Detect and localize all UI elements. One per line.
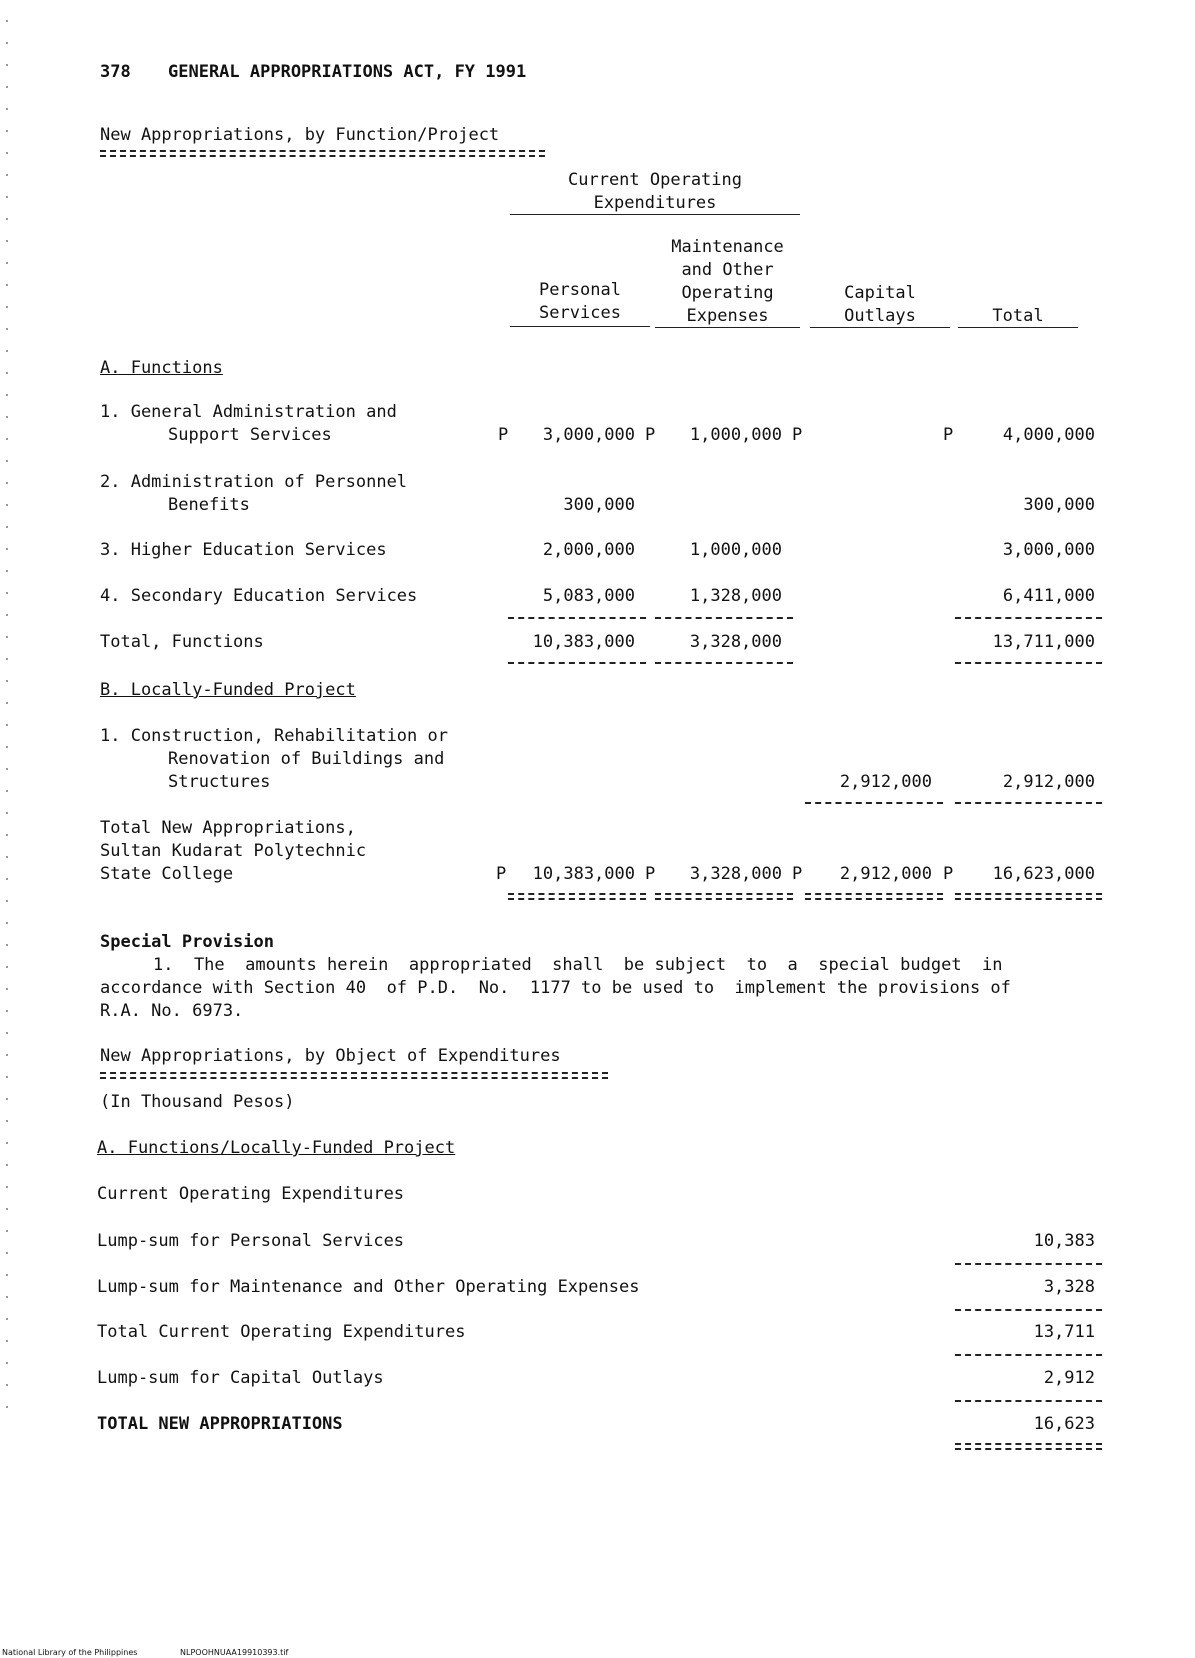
object-rule: [955, 1400, 1102, 1402]
col-total: Total: [992, 306, 1044, 326]
currency-symbol: P: [792, 864, 803, 884]
col-group-line1: Current Operating: [568, 170, 742, 190]
section2-subheading: Current Operating Expenditures: [97, 1184, 405, 1204]
object-rule: [955, 1263, 1102, 1265]
subtotal-rule: [508, 617, 646, 619]
col-group-underline: [510, 214, 800, 215]
function-row-1-total: 4,000,000: [1002, 425, 1095, 445]
project-rule: [955, 802, 1102, 804]
grand-total-double-rule: [655, 893, 793, 900]
grand-total-label3: State College: [100, 864, 234, 884]
col-capital-underline: [810, 327, 950, 328]
object-row-label: TOTAL NEW APPROPRIATIONS: [97, 1414, 343, 1434]
col-mooe-4: Expenses: [686, 306, 769, 326]
function-row-2-label1: 2. Administration of Personnel: [100, 472, 408, 492]
currency-symbol: P: [498, 425, 509, 445]
function-row-3-mooe: 1,000,000: [689, 540, 782, 560]
object-row-value: 2,912: [1043, 1368, 1095, 1388]
col-personal-1: Personal: [539, 280, 621, 300]
section2-heading: A. Functions/Locally-Funded Project: [97, 1138, 456, 1158]
col-mooe-3: Operating: [681, 283, 774, 303]
section2-unit: (In Thousand Pesos): [100, 1092, 295, 1112]
section1-title-underline: [100, 150, 545, 157]
col-mooe-1: Maintenance: [671, 237, 784, 257]
section1-title: New Appropriations, by Function/Project: [100, 125, 500, 145]
total-rule: [508, 662, 646, 664]
total-rule: [955, 662, 1102, 664]
function-row-4-label1: 4. Secondary Education Services: [100, 586, 418, 606]
functions-total-personal: 10,383,000: [532, 632, 635, 652]
grand-total-capital: 2,912,000: [839, 864, 932, 884]
function-row-3-personal: 2,000,000: [542, 540, 635, 560]
margin-scan-marks: [6, 20, 8, 1420]
function-row-3-total: 3,000,000: [1002, 540, 1095, 560]
special-provision-line3: R.A. No. 6973.: [100, 1001, 244, 1021]
project-label3: Structures: [168, 772, 271, 792]
col-capital-2: Outlays: [844, 306, 916, 326]
currency-symbol: P: [943, 425, 954, 445]
functions-total-label: Total, Functions: [100, 632, 264, 652]
act-title: GENERAL APPROPRIATIONS ACT, FY 1991: [168, 62, 527, 82]
currency-symbol: P: [645, 425, 656, 445]
project-capital: 2,912,000: [839, 772, 932, 792]
grand-total-mooe: 3,328,000: [689, 864, 782, 884]
functions-total-total: 13,711,000: [992, 632, 1095, 652]
subtotal-rule: [655, 617, 793, 619]
functions-total-mooe: 3,328,000: [689, 632, 782, 652]
grand-total-label1: Total New Appropriations,: [100, 818, 356, 838]
function-row-1-mooe: 1,000,000: [689, 425, 782, 445]
object-row-label: Total Current Operating Expenditures: [97, 1322, 466, 1342]
object-row-value: 10,383: [1033, 1231, 1095, 1251]
currency-symbol: P: [943, 864, 954, 884]
object-double-rule: [955, 1443, 1102, 1450]
col-personal-underline: [510, 326, 650, 327]
subtotal-rule: [955, 617, 1102, 619]
special-provision-heading: Special Provision: [100, 932, 274, 952]
function-row-4-mooe: 1,328,000: [689, 586, 782, 606]
footer-filename: NLPOOHNUAA19910393.tif: [180, 1648, 289, 1657]
object-rule: [955, 1309, 1102, 1311]
object-row-label: Lump-sum for Personal Services: [97, 1231, 405, 1251]
object-row-value: 16,623: [1033, 1414, 1095, 1434]
grand-total-personal: 10,383,000: [532, 864, 635, 884]
col-mooe-underline: [655, 327, 800, 328]
object-row-value: 3,328: [1043, 1277, 1095, 1297]
col-capital-1: Capital: [844, 283, 916, 303]
function-row-1-label2: Support Services: [168, 425, 332, 445]
function-row-1-personal: 3,000,000: [542, 425, 635, 445]
footer-library: National Library of the Philippines: [2, 1648, 138, 1657]
section2-title: New Appropriations, by Object of Expenditures: [100, 1046, 561, 1066]
function-row-2-label2: Benefits: [168, 495, 250, 515]
grand-total-double-rule: [508, 893, 646, 900]
functions-heading: A. Functions: [100, 358, 223, 378]
col-mooe-2: and Other: [681, 260, 774, 280]
total-rule: [655, 662, 793, 664]
special-provision-line1: 1. The amounts herein appropriated shall be subject to a special budget in: [153, 955, 1003, 975]
col-total-underline: [958, 327, 1078, 328]
function-row-2-personal: 300,000: [563, 495, 635, 515]
object-row-label: Lump-sum for Capital Outlays: [97, 1368, 384, 1388]
project-rule: [805, 802, 943, 804]
project-total: 2,912,000: [1002, 772, 1095, 792]
grand-total-total: 16,623,000: [992, 864, 1095, 884]
function-row-4-total: 6,411,000: [1002, 586, 1095, 606]
project-label2: Renovation of Buildings and: [168, 749, 445, 769]
currency-symbol: P: [645, 864, 656, 884]
currency-symbol: P: [496, 864, 507, 884]
grand-total-double-rule: [805, 893, 943, 900]
function-row-1-label1: 1. General Administration and: [100, 402, 397, 422]
grand-total-double-rule: [955, 893, 1102, 900]
col-group-line2: Expenditures: [593, 193, 717, 213]
special-provision-line2: accordance with Section 40 of P.D. No. 1177 to be used to implement the provisions of: [100, 978, 1011, 998]
function-row-4-personal: 5,083,000: [542, 586, 635, 606]
project-heading: B. Locally-Funded Project: [100, 680, 356, 700]
col-personal-2: Services: [539, 303, 621, 323]
function-row-3-label1: 3. Higher Education Services: [100, 540, 387, 560]
object-row-value: 13,711: [1033, 1322, 1095, 1342]
grand-total-label2: Sultan Kudarat Polytechnic: [100, 841, 367, 861]
project-label1: 1. Construction, Rehabilitation or: [100, 726, 448, 746]
object-rule: [955, 1354, 1102, 1356]
section2-title-underline: [100, 1072, 608, 1079]
currency-symbol: P: [792, 425, 803, 445]
object-row-label: Lump-sum for Maintenance and Other Operating Expenses: [97, 1277, 640, 1297]
page-number: 378: [100, 62, 131, 82]
function-row-2-total: 300,000: [1023, 495, 1095, 515]
